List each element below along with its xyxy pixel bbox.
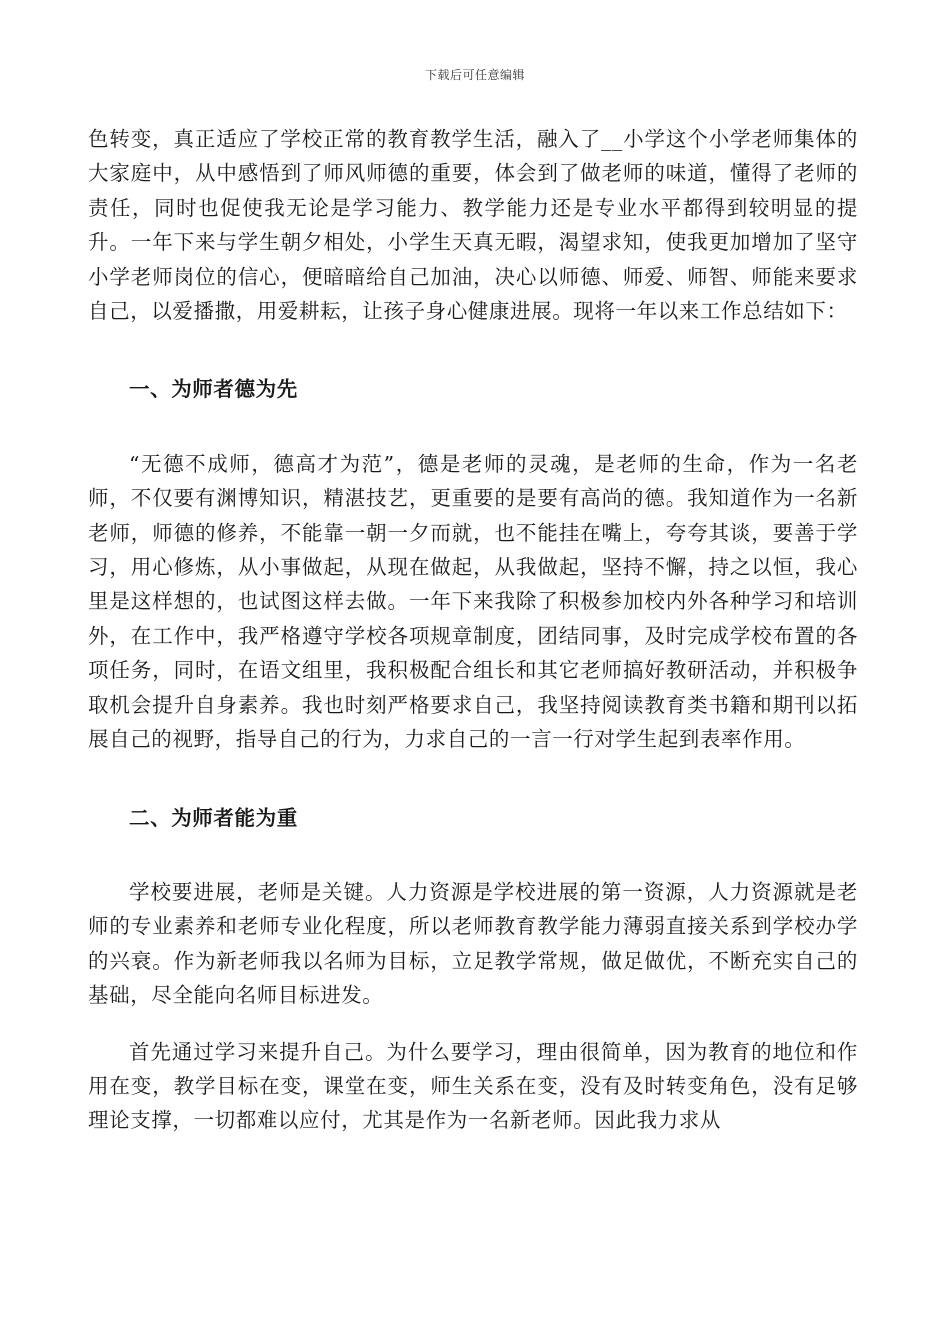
paragraph-intro: 色转变，真正适应了学校正常的教育教学生活，融入了__小学这个小学老师集体的大家庭中，从中感悟到了师风师德的重要，体会到了做老师的味道，懂得了老师的责任，同时也促使我无论是学习能力、教学能力还是专业水平都得到较明显的提升。一年下来与学生朝夕相处，小学生天真无暇，渴望求知，使我更加增加了坚守小学老师岗位的信心，便暗暗给自己加油，决心以师德、师爱、师智、师能来要求自己，以爱播撒，用爱耕耘，让孩子身心健康进展。现将一年以来工作总结如下： — [88, 127, 858, 324]
spacer — [88, 835, 858, 875]
spacer — [88, 1013, 858, 1035]
section-heading-2: 二、为师者能为重 — [129, 805, 298, 830]
spacer — [88, 407, 858, 447]
paragraph-virtue: “无德不成师，德高才为范”，德是老师的灵魂，是老师的生命，作为一名老师，不仅要有渊博知识，精湛技艺，更重要的是要有高尚的德。我知道作为一名新老师，师德的修养，不能靠一朝一夕而就，也不能挂在嘴上，夸夸其谈，要善于学习，用心修炼，从小事做起，从现在做起，从我做起，坚持不懈，持之以恒，我心里是这样想的，也试图这样去做。一年下来我除了积极参加校内外各种学习和培训外，在工作中，我严格遵守学校各项规章制度，团结同事，及时完成学校布置的各项任务，同时，在语文组里，我积极配合组长和其它老师搞好教研活动，并积极争取机会提升自身素养。我也时刻严格要求自己，我坚持阅读教育类书籍和期刊以拓展自己的视野，指导自己的行为，力求自己的一言一行对学生起到表率作用。 — [88, 451, 858, 752]
paragraph-learning: 首先通过学习来提升自己。为什么要学习，理由很简单，因为教育的地位和作用在变，教学目标在变，课堂在变，师生关系在变，没有及时转变角色，没有足够理论支撑，一切都难以应付，尤其是作为一名新老师。因此我力求从 — [88, 1039, 858, 1133]
document-body — [88, 122, 858, 1138]
page-header: 下载后可任意编辑 — [424, 68, 525, 82]
paragraph-ability: 学校要进展，老师是关键。人力资源是学校进展的第一资源，人力资源就是老师的专业素养和老师专业化程度，所以老师教育教学能力薄弱直接关系到学校办学的兴衰。作为新老师我以名师为目标，立足教学常规，做足做优，不断充实自己的基础，尽全能向名师目标进发。 — [88, 879, 858, 1008]
spacer — [88, 757, 858, 801]
spacer — [88, 328, 858, 372]
section-heading-1: 一、为师者德为先 — [129, 377, 298, 402]
